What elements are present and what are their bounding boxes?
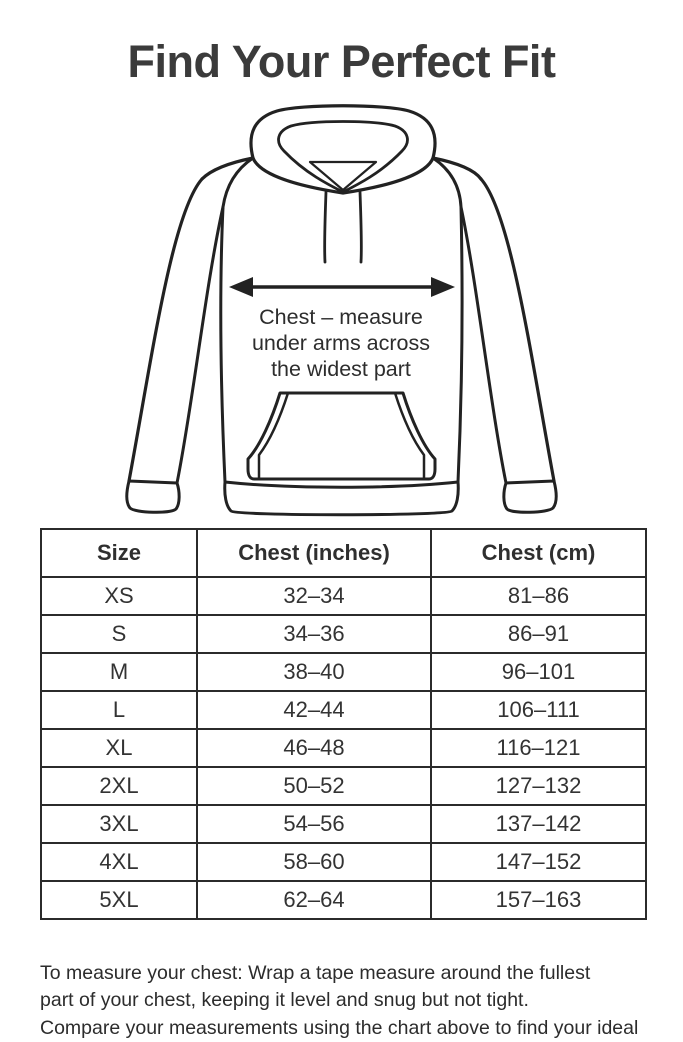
inches-cell: 34–36 (197, 615, 431, 653)
cm-cell: 86–91 (431, 615, 646, 653)
size-cell: XL (41, 729, 197, 767)
instructions-line-2: part of your chest, keeping it level and snug but not tight. (40, 989, 529, 1012)
page-title: Find Your Perfect Fit (127, 36, 556, 87)
size-cell: M (41, 653, 197, 691)
left-sleeve-outer (129, 179, 202, 481)
header-row (41, 529, 646, 577)
cm-cell: 116–121 (431, 729, 646, 767)
table-row-5xl (41, 881, 646, 919)
left-cuff (127, 481, 179, 512)
instructions-line-1: To measure your chest: Wrap a tape measure around the fullest (40, 962, 591, 984)
table-row-m (41, 653, 646, 691)
column-header-size: Size (41, 529, 197, 577)
body-left-edge (221, 158, 253, 482)
cm-cell: 157–163 (431, 881, 646, 919)
right-sleeve-outer (481, 179, 554, 481)
table-row-4xl (41, 843, 646, 881)
inches-cell: 50–52 (197, 767, 431, 805)
measuring-instructions (40, 960, 654, 1042)
chest-measurement-arrow-icon (229, 277, 455, 297)
inches-cell: 46–48 (197, 729, 431, 767)
table-row-3xl (41, 805, 646, 843)
hoodie-line-drawing (0, 95, 683, 525)
cm-cell: 106–111 (431, 691, 646, 729)
right-drawstring (360, 192, 361, 262)
cm-cell: 96–101 (431, 653, 646, 691)
size-cell: XS (41, 577, 197, 615)
size-cell: 3XL (41, 805, 197, 843)
size-cell: L (41, 691, 197, 729)
hem-top-line (225, 482, 458, 487)
column-header-cm: Chest (cm) (431, 529, 646, 577)
size-cell: S (41, 615, 197, 653)
table-row-xs (41, 577, 646, 615)
inches-cell: 32–34 (197, 577, 431, 615)
size-cell: 4XL (41, 843, 197, 881)
table-row-s (41, 615, 646, 653)
inches-cell: 54–56 (197, 805, 431, 843)
left-drawstring (325, 192, 326, 262)
hood-inner-back-line (310, 162, 376, 190)
inches-cell: 42–44 (197, 691, 431, 729)
inches-cell: 62–64 (197, 881, 431, 919)
chest-label-line3: the widest part (271, 357, 411, 381)
hood-outline (251, 106, 435, 193)
left-shoulder-line (202, 158, 253, 179)
body-right-edge (433, 158, 462, 482)
left-sleeve-inner (177, 207, 223, 483)
hoodie-illustration (0, 95, 683, 525)
pocket-outline (248, 393, 435, 479)
cm-cell: 147–152 (431, 843, 646, 881)
table-row-l (41, 691, 646, 729)
table-row-2xl (41, 767, 646, 805)
chest-label-line2: under arms across (251, 331, 431, 355)
size-cell: 5XL (41, 881, 197, 919)
column-header-inches: Chest (inches) (197, 529, 431, 577)
cm-cell: 127–132 (431, 767, 646, 805)
cm-cell: 137–142 (431, 805, 646, 843)
size-cell: 2XL (41, 767, 197, 805)
right-sleeve-inner (461, 207, 506, 483)
chest-label-line1: Chest – measure (259, 305, 423, 329)
cm-cell: 81–86 (431, 577, 646, 615)
inches-cell: 38–40 (197, 653, 431, 691)
right-cuff (504, 481, 556, 512)
instructions-line-3-clipped: Compare your measurements using the chart above to find your ideal (40, 1016, 639, 1039)
right-shoulder-line (433, 158, 481, 179)
inches-cell: 58–60 (197, 843, 431, 881)
size-chart-table (40, 528, 647, 920)
table-row-xl (41, 729, 646, 767)
hood-opening (279, 122, 408, 193)
